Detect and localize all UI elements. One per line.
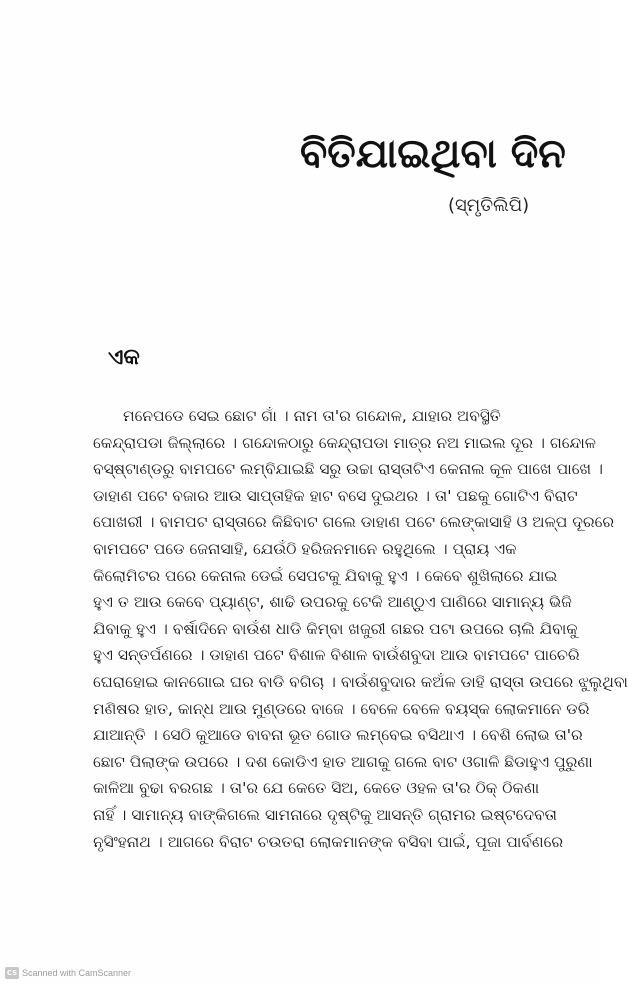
camscanner-logo-icon: CS [6, 969, 18, 977]
page-subtitle: (ସ୍ମୃତିଲିପି) [448, 195, 530, 216]
text-line: ଯିବାକୁ ହୁଏ । ବର୍ଷାଦିନେ ବାଉଁଶ ଧାଡି କିମ୍ବା ଖଜୁରୀ ଗଛର ପଟା ଉପରେ ଚାଲି ଯିବାକୁ [93, 619, 578, 638]
text-line: ବାମପଟେ ପଡେ ଜେନାସାହି, ଯେଉଁଠି ହରିଜନମାନେ ରହୁଥିଲେ । ପ୍ରାୟ ଏକ [93, 539, 517, 558]
text-line: ହୁଏ ସନ୍ତର୍ପଣରେ । ଡାହାଣ ପଟେ ବିଶାଳ ବିଶାଳ ବାଉଁଶବୁଦା ଆଉ ବାମପଟେ ପାଚେରି [93, 646, 580, 665]
text-line: ଯାଆନ୍ତି । ସେଠି କୁଆଡେ ବାବନା ଭୂତ ଗୋଡ ଲମ୍ବେଇ ବସିଥାଏ । ବେଶି ଲୋଭ ତା'ର [93, 726, 583, 745]
text-line: କେନ୍ଦ୍ରାପଡା ଜିଲ୍ଲାରେ । ଗନ୍ଦୋଳଠାରୁ କେନ୍ଦ୍ରାପଡା ମାତ୍ର ନଅ ମାଇଲ ଦୂର । ଗନ୍ଦୋଳ [93, 433, 596, 452]
text-line: ନୃସିଂହନାଥ । ଆଗରେ ବିରାଟ ଚଉତରା ଲୋକମାନଙ୍କ ବସିବା ପାଇଁ, ପୂଜା ପାର୍ବଣରେ [93, 832, 564, 851]
text-line: ନାହିଁ । ସାମାନ୍ୟ ବାଙ୍କିଗଲେ ସାମନାରେ ଦୃଷ୍ଟିକୁ ଆସନ୍ତି ଗ୍ରାମର ଇଷ୍ଟଦେବତା [93, 805, 557, 824]
text-line: ମନେପଡେ ସେଇ ଛୋଟ ଗାଁ । ନାମ ତା'ର ଗନ୍ଦୋଳ, ଯାହାର ଅବସ୍ଥିତି [123, 407, 501, 425]
text-line: ବସ୍‌ଷ୍ଟାଣ୍ଡରୁ ବାମପଟେ ଲମ୍ବିଯାଇଛି ସରୁ ଉଚ୍ଚା ରାସ୍ତାଟିଏ କେନାଲ କୂଳ ପାଖେ ପାଖେ । [93, 460, 603, 479]
text-line: ହୁଏ ତ ଆଉ କେବେ ପ୍ୟାଣ୍ଟ, ଶାଢି ଉପରକୁ ଟେକି ଆଣ୍ଠୁଏ ପାଣିରେ ସାମାନ୍ୟ ଭିଜି [93, 593, 572, 612]
text-line: ଡାହାଣ ପଟେ ବଜାର ଆଉ ସାପ୍ତାହିକ ହାଟ ବସେ ଦୁଇଥର । ତା' ପଛକୁ ଗୋଟିଏ ବିରାଟ [93, 486, 578, 505]
text-line: ଘେରାହୋଇ କାନଗୋଇ ଘର ବାଡି ବଗିଚା । ବାଉଁଶବୁଦାର କଅଁଳ ଡାହି ରାସ୍ତା ଉପରେ ଝୁଲୁଥିବା [93, 672, 628, 691]
text-line: ପୋଖରୀ । ବାମପଟ ରାସ୍ତାରେ କିଛିବାଟ ଗଲେ ଡାହାଣ ପଟେ ଲେଙ୍କାସାହି ଓ ଅଳ୍ପ ଦୂରରେ [93, 513, 615, 532]
page-title: ବିତିଯାଇଥିବା ଦିନ [300, 131, 566, 177]
text-line: ମଣିଷର ହାତ, କାନ୍ଧ ଆଉ ମୁଣ୍ଡରେ ବାଜେ । ବେଳେ ବେଳେ ବୟସ୍କ ଲୋକମାନେ ଡରି [93, 699, 590, 718]
text-line: କାଳିଆ ବୁଢା ବରଗଛ । ତା'ର ଯେ କେତେ ସିଅ, କେତେ ଓହଳ ତା'ର ଠିକ୍ ଠିକଣା [93, 779, 540, 798]
text-line: କିଲୋମିଟର ପରେ କେନାଲ ଡେଇଁ ସେପଟକୁ ଯିବାକୁ ହୁଏ । କେବେ ଶୁଖିଲାରେ ଯାଇ [93, 566, 558, 585]
body-paragraph [93, 403, 628, 855]
text-line: ଛୋଟ ପିଲାଙ୍କ ଉପରେ । ଦଶ କୋଡିଏ ହାତ ଆଗକୁ ଗଲେ ବାଟ ଓଗାଳି ଛିଡାହୁଏ ପୁରୁଣା [93, 752, 593, 771]
scanner-watermark: Scanned with CamScanner [22, 968, 132, 978]
section-heading: ଏକ [108, 345, 140, 370]
